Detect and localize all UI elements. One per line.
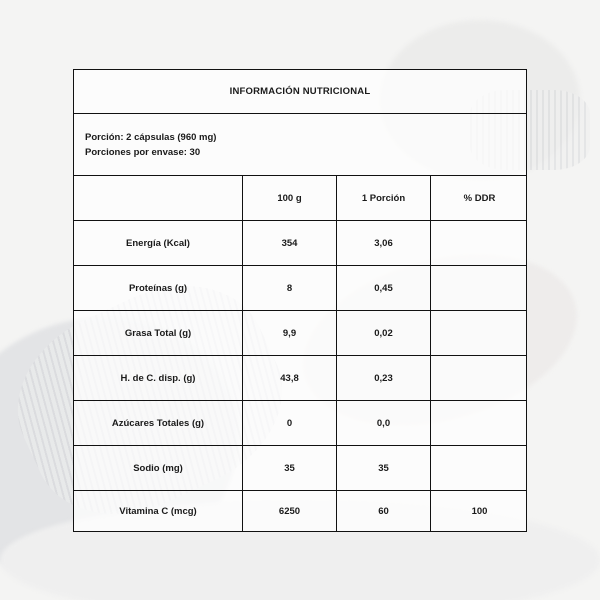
value-100g: 43,8 <box>243 356 337 400</box>
serving-portion: Porción: 2 cápsulas (960 mg) <box>85 131 217 143</box>
value-ddr <box>431 446 528 490</box>
value-portion: 0,02 <box>337 311 431 355</box>
value-ddr <box>431 266 528 310</box>
header-cell: 1 Porción <box>337 176 431 220</box>
table-row <box>74 446 526 491</box>
value-portion: 0,23 <box>337 356 431 400</box>
table-row <box>74 401 526 446</box>
value-portion: 3,06 <box>337 221 431 265</box>
table-title: INFORMACIÓN NUTRICIONAL <box>229 86 371 97</box>
nutrient-label: Vitamina C (mcg) <box>74 491 243 531</box>
value-100g: 9,9 <box>243 311 337 355</box>
value-ddr <box>431 356 528 400</box>
value-portion: 0,45 <box>337 266 431 310</box>
table-row <box>74 491 526 531</box>
nutrient-label: Grasa Total (g) <box>74 311 243 355</box>
value-portion: 60 <box>337 491 431 531</box>
value-ddr <box>431 401 528 445</box>
value-100g: 6250 <box>243 491 337 531</box>
value-ddr <box>431 221 528 265</box>
value-100g: 35 <box>243 446 337 490</box>
nutrient-label: Sodio (mg) <box>74 446 243 490</box>
nutrient-label: Proteínas (g) <box>74 266 243 310</box>
value-ddr: 100 <box>471 505 488 517</box>
header-cell <box>74 176 243 220</box>
servings-per-container: Porciones por envase: 30 <box>85 146 201 158</box>
serving-info-row <box>74 114 526 176</box>
nutrient-label: Azúcares Totales (g) <box>74 401 243 445</box>
nutrient-label: H. de C. disp. (g) <box>74 356 243 400</box>
value-100g: 354 <box>243 221 337 265</box>
header-cell: 100 g <box>243 176 337 220</box>
value-100g: 0 <box>243 401 337 445</box>
value-portion: 35 <box>337 446 431 490</box>
nutrition-table <box>73 69 527 532</box>
value-portion: 0,0 <box>337 401 431 445</box>
table-row <box>74 221 526 266</box>
table-row <box>74 311 526 356</box>
value-100g: 8 <box>243 266 337 310</box>
table-row <box>74 356 526 401</box>
table-row <box>74 266 526 311</box>
table-header-row <box>74 176 526 221</box>
nutrient-label: Energía (Kcal) <box>74 221 243 265</box>
value-ddr <box>431 311 528 355</box>
table-title-row <box>74 70 526 114</box>
header-cell: % DDR <box>463 192 496 204</box>
